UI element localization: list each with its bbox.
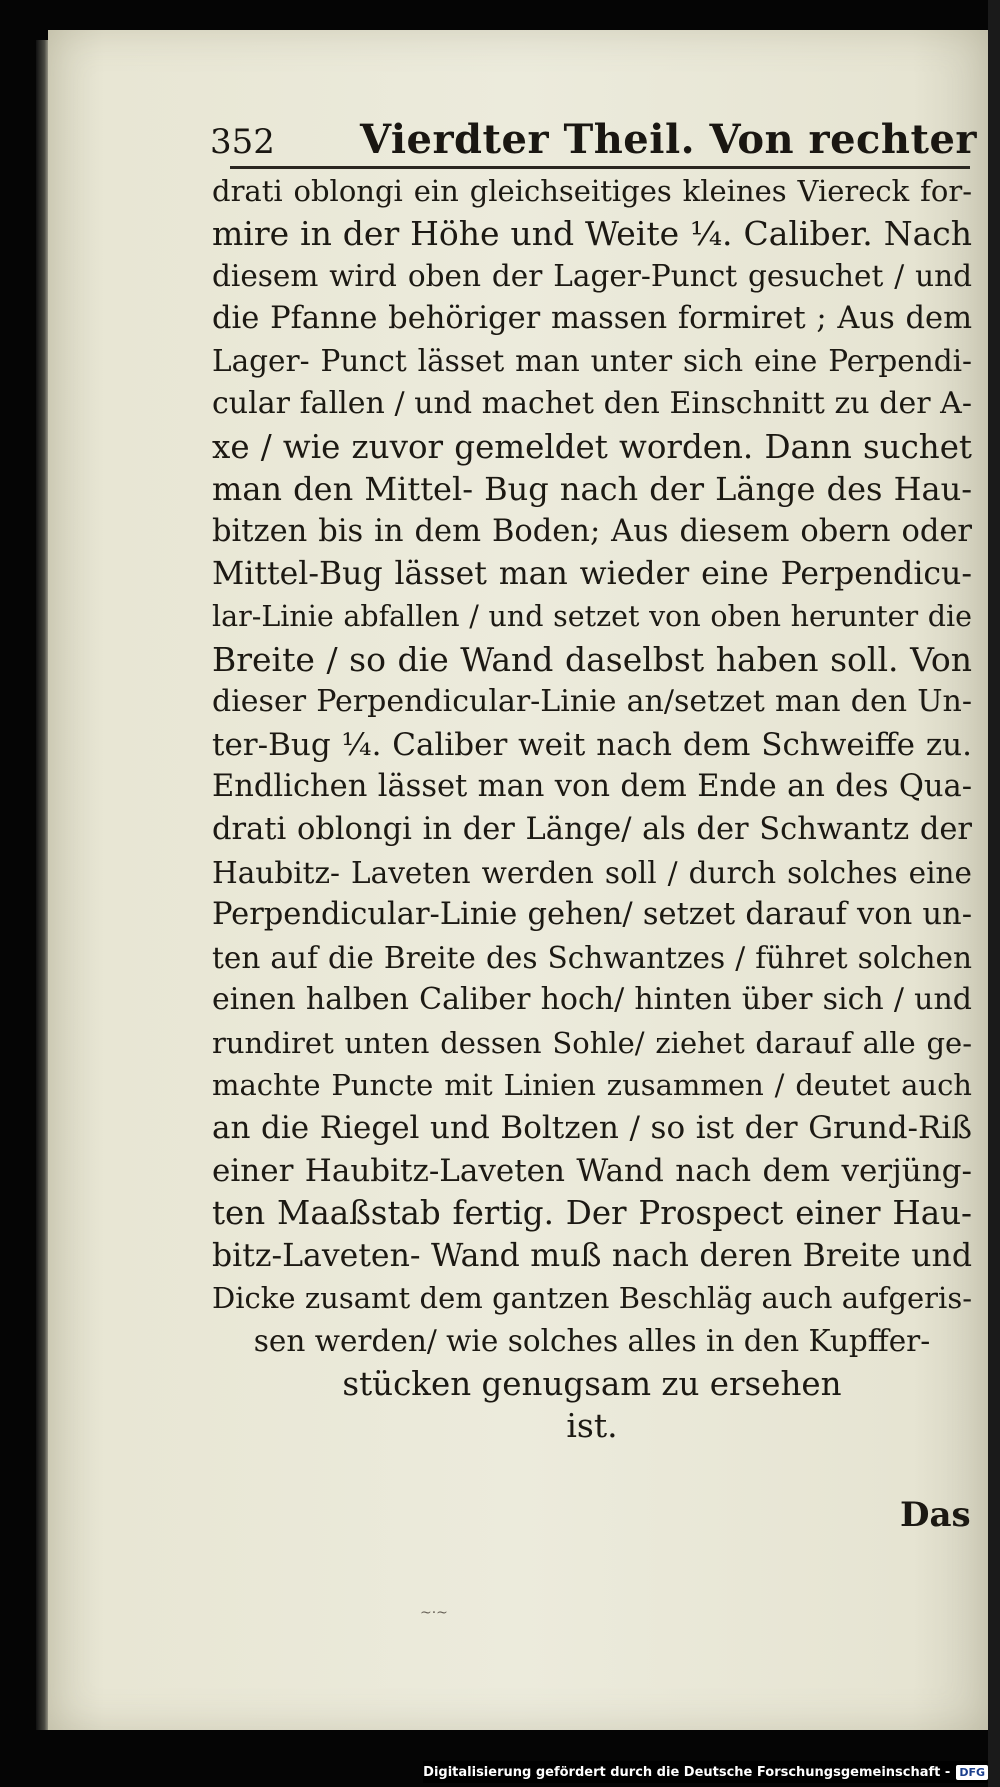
ink-smudge: ~·~	[420, 1605, 448, 1621]
text-line: stücken genugsam zu ersehen	[342, 1364, 842, 1403]
text-line: lar-Linie abfallen / und setzet von oben herunter die	[212, 599, 972, 633]
text-line: Perpendicular-Linie gehen/ setzet darauf von un-	[212, 897, 972, 933]
body-text	[212, 170, 972, 1448]
page-number: 352	[210, 122, 275, 162]
text-line: Endlichen lässet man von dem Ende an des Qua-	[212, 769, 972, 805]
text-line: einen halben Caliber hoch/ hinten über sich / und	[212, 982, 972, 1018]
text-line: drati oblongi in der Länge/ als der Schwantz der	[212, 811, 972, 847]
text-line: man den Mittel- Bug nach der Länge des Hau-	[212, 470, 972, 509]
head-rule	[230, 166, 970, 169]
footer-credit: Digitalisierung gefördert durch die Deutsche Forschungsgemeinschaft -	[423, 1764, 951, 1780]
text-line: die Pfanne behöriger massen formiret ; Aus dem	[212, 300, 972, 336]
text-line: machte Puncte mit Linien zusammen / deutet auch	[212, 1068, 972, 1103]
digitization-footer	[423, 1761, 988, 1783]
text-line: ist.	[566, 1406, 618, 1446]
text-line: bitzen bis in dem Boden; Aus diesem obern oder	[212, 513, 972, 549]
text-line: drati oblongi ein gleichseitiges kleines Viereck for-	[212, 174, 972, 208]
text-line: xe / wie zuvor gemeldet worden. Dann suchet	[212, 427, 972, 466]
text-line: mire in der Höhe und Weite ¼. Caliber. Nach	[212, 213, 972, 253]
text-line: Dicke zusamt dem gantzen Beschläg auch aufgeris-	[212, 1281, 972, 1316]
text-line: bitz-Laveten- Wand muß nach deren Breite und	[212, 1237, 972, 1274]
text-line: dieser Perpendicular-Linie an/setzet man den Un-	[212, 684, 972, 720]
text-line: Haubitz- Laveten werden soll / durch solches eine	[212, 855, 972, 890]
dfg-logo-badge: DFG	[956, 1765, 988, 1780]
text-line: cular fallen / und machet den Einschnitt zu der A-	[212, 385, 972, 421]
text-line: an die Riegel und Boltzen / so ist der Grund-Riß	[212, 1110, 972, 1147]
scan-edge-strip	[988, 0, 1000, 1787]
catchword: Das	[900, 1495, 971, 1535]
text-line: Mittel-Bug lässet man wieder eine Perpendicu-	[212, 556, 972, 593]
text-line: ten auf die Breite des Schwantzes / führet solchen	[212, 940, 972, 975]
text-line: ter-Bug ¼. Caliber weit nach dem Schweiffe zu.	[212, 726, 972, 763]
text-line: sen werden/ wie solches alles in den Kupffer-	[253, 1324, 931, 1359]
running-head	[210, 112, 977, 164]
text-line: Breite / so die Wand daselbst haben soll. Von	[212, 639, 972, 679]
text-line: einer Haubitz-Laveten Wand nach dem verjüng-	[212, 1152, 972, 1189]
text-line: Lager- Punct lässet man unter sich eine Perpendi-	[212, 344, 972, 379]
text-line: ten Maaßstab fertig. Der Prospect einer Hau-	[212, 1194, 972, 1233]
running-title: Vierdter Theil. Von rechter	[360, 116, 977, 163]
text-line: rundiret unten dessen Sohle/ ziehet darauf alle ge-	[212, 1025, 972, 1060]
text-line: diesem wird oben der Lager-Punct gesuchet / und	[212, 259, 972, 294]
